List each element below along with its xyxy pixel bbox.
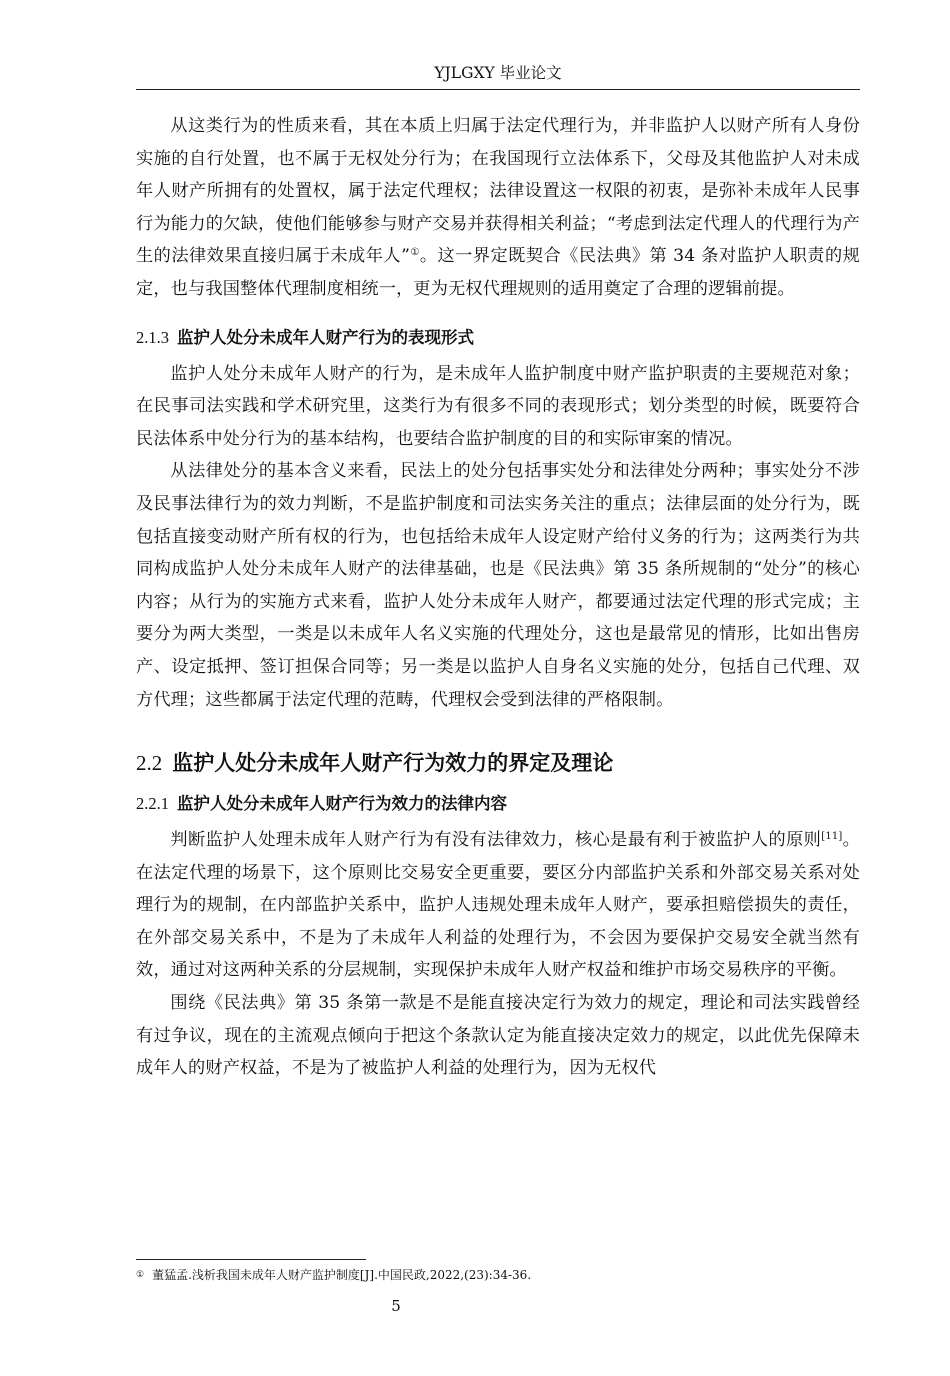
page-number: 5 — [391, 1297, 401, 1315]
section-number: 2.2 — [136, 751, 163, 776]
paragraph-4-text-b: 。在法定代理的场景下，这个原则比交易安全更重要，要区分内部监护关系和外部交易关系对处理行为的规制，在内部监护关系中，监护人违规处理未成年人财产，要承担赔偿损失的责任，在外部交易关系中，不是为了未成年人利益的处理行为，不会因为要保护交易安全就当然有效，通过对这两种关系的分层规制，实现保护未成年人财产权益和维护市场交易秩序的平衡。 — [136, 830, 860, 981]
section-heading-2-2 — [136, 716, 860, 784]
paragraph-4-text-a: 判断监护人处理未成年人财产行为有没有法律效力，核心是最有利于被监护人的原则 — [170, 830, 822, 851]
footnote — [136, 1266, 860, 1284]
footnote-text: 董猛孟.浅析我国未成年人财产监护制度[J].中国民政,2022,(23):34-36. — [152, 1268, 532, 1282]
paragraph-4 — [136, 824, 860, 987]
paragraph-1-text-b: 。这一界定既契合《民法典》第 34 条对监护人职责的规定，也与我国整体代理制度相统一，更为无权代理规则的适用奠定了合理的逻辑前提。 — [136, 246, 860, 299]
paragraph-5: 围绕《民法典》第 35 条第一款是不是能直接决定行为效力的规定，理论和司法实践曾经有过争议，现在的主流观点倾向于把这个条款认定为能直接决定效力的规定，以此优先保障未成年人的财产权益，不是为了被监护人利益的处理行为，因为无权代 — [136, 993, 860, 1079]
paragraph-2: 监护人处分未成年人财产的行为，是未成年人监护制度中财产监护职责的主要规范对象；在民事司法实践和学术研究里，这类行为有很多不同的表现形式；划分类型的时候，既要符合民法体系中处分行为的基本结构，也要结合监护制度的目的和实际审案的情况。 — [136, 363, 860, 449]
section-title: 监护人处分未成年人财产行为效力的法律内容 — [177, 794, 507, 814]
footnote-divider — [136, 1259, 366, 1260]
header-divider — [136, 89, 860, 90]
section-heading-2-2-1 — [136, 784, 860, 824]
citation-reference[interactable]: [11] — [821, 831, 843, 843]
section-title: 监护人处分未成年人财产行为的表现形式 — [177, 327, 474, 347]
section-number: 2.2.1 — [136, 794, 169, 814]
running-header: YJLGXY 毕业论文 — [434, 64, 562, 82]
section-heading-2-1-3 — [136, 306, 860, 358]
page-body — [136, 110, 860, 1085]
paragraph-1-text-a: 从这类行为的性质来看，其在本质上归属于法定代理行为，并非监护人以财产所有人身份实施的自行处置，也不属于无权处分行为；在我国现行立法体系下，父母及其他监护人对未成年人财产所拥有的处置权，属于法定代理权；法律设置这一权限的初衷，是弥补未成年人民事行为能力的欠缺，使他们能够参与财产交易并获得相关利益；“考虑到法定代理人的代理行为产生的法律效果直接归属于未成年人” — [136, 116, 860, 267]
paragraph-3: 从法律处分的基本含义来看，民法上的处分包括事实处分和法律处分两种；事实处分不涉及民事法律行为的效力判断，不是监护制度和司法实务关注的重点；法律层面的处分行为，既包括直接变动财产所有权的行为，也包括给未成年人设定财产给付义务的行为；这两类行为共同构成监护人处分未成年人财产的法律基础，也是《民法典》第 35 条所规制的“处分”的核心内容；从行为的实施方式来看，监护人处分未成年人财产，都要通过法定代理的形式完成；主要分为两大类型，一类是以未成年人名义实施的代理处分，这也是最常见的情形，比如出售房产、设定抵押、签订担保合同等；另一类是以监护人自身名义实施的处分，包括自己代理、双方代理；这些都属于法定代理的范畴，代理权会受到法律的严格限制。 — [136, 461, 860, 710]
paragraph-1 — [136, 110, 860, 306]
section-number: 2.1.3 — [136, 327, 169, 347]
footnote-reference[interactable]: ① — [410, 247, 420, 259]
footnote-mark: ① — [136, 1270, 145, 1280]
section-title: 监护人处分未成年人财产行为效力的界定及理论 — [172, 751, 614, 776]
